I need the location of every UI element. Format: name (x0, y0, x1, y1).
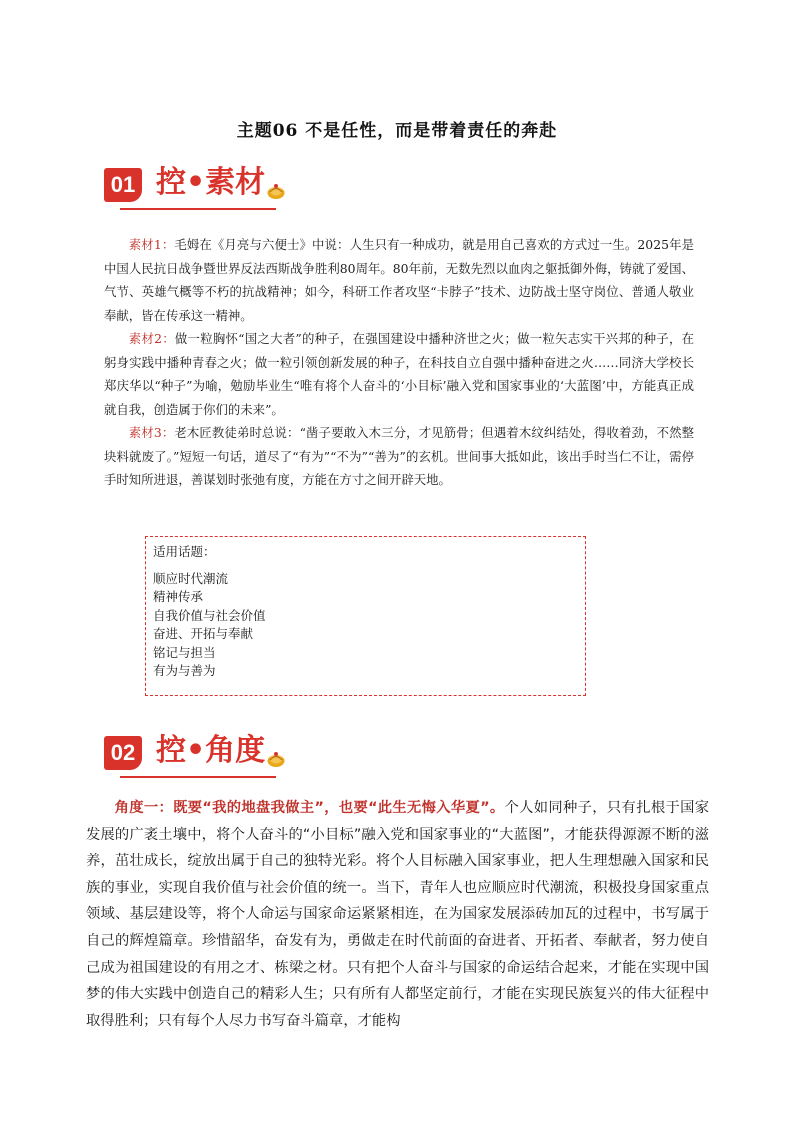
material-label: 素材3： (128, 425, 175, 440)
material-label: 素材2： (128, 331, 175, 346)
section-number: 02 (104, 736, 142, 770)
topic-item: 有为与善为 (153, 663, 216, 678)
angle-paragraph (86, 795, 709, 1034)
angle-label: 角度一：既要“我的地盘我做主”，也要“此生无悔入华夏”。 (114, 800, 505, 816)
topics-list (153, 570, 578, 681)
badge-icon (266, 750, 286, 768)
material-text: 毛姆在《月亮与六便士》中说：人生只有一种成功，就是用自己喜欢的方式过一生。2025年是中国人民抗日战争暨世界反法西斯战争胜利80周年。80年前，无数先烈以血肉之躯抵御外侮，铸就了爱国、气节、英雄气概等不朽的抗战精神；如今，科研工作者攻坚“卡脖子”技术、边防战士坚守岗位、普通人敬业奉献，皆在传承这一精神。 (104, 237, 694, 323)
angle-block (86, 795, 709, 1034)
section-title: 控•角度 (156, 733, 266, 768)
section-title: 控•素材 (156, 165, 266, 200)
material-label: 素材1： (128, 237, 175, 252)
material-paragraph (104, 233, 694, 327)
topics-box (145, 536, 586, 696)
material-paragraph (104, 421, 694, 492)
topic-item: 顺应时代潮流 (153, 570, 229, 586)
material-text: 做一粒胸怀“国之大者”的种子，在强国建设中播种济世之火；做一粒矢志实干兴邦的种子，在躬身实践中播种青春之火；做一粒引领创新发展的种子，在科技自立自强中播种奋进之火……同济大学校长郑庆华以“种子”为喻，勉励毕业生“唯有将个人奋斗的‘小目标’融入党和国家事业的‘大蓝图’中，方能真正成就自我，创造属于你们的未来”。 (104, 331, 694, 417)
topic-item: 自我价值与社会价值 (153, 607, 266, 623)
topic-item: 铭记与担当 (153, 644, 216, 660)
materials-block (104, 233, 694, 492)
badge-icon (266, 182, 286, 200)
section-number: 01 (104, 168, 142, 202)
topic-item: 精神传承 (153, 589, 204, 604)
section-header-materials (104, 160, 304, 210)
section-underline (120, 208, 276, 210)
topic-item: 奋进、开拓与奉献 (153, 626, 254, 641)
material-paragraph (104, 327, 694, 421)
doc-title: 主题06 不是任性，而是带着责任的奔赴 (236, 121, 558, 141)
angle-text: 个人如同种子，只有扎根于国家发展的广袤土壤中，将个人奋斗的“小目标”融入党和国家事业的“大蓝图”，才能获得源源不断的滋养，茁壮成长，绽放出属于自己的独特光彩。将个人目标融入国家事业，把人生理想融入国家和民族的事业，实现自我价值与社会价值的统一。当下，青年人也应顺应时代潮流，积极投身国家重点领域、基层建设等，将个人命运与国家命运紧紧相连，在为国家发展添砖加瓦的过程中，书写属于自己的辉煌篇章。珍惜韶华，奋发有为，勇做走在时代前面的奋进者、开拓者、奉献者，努力使自己成为祖国建设的有用之才、栋梁之材。只有把个人奋斗与国家的命运结合起来，才能在实现中国梦的伟大实践中创造自己的精彩人生；只有所有人都坚定前行，才能在实现民族复兴的伟大征程中取得胜利；只有每个人尽力书写奋斗篇章，才能构 (86, 800, 709, 1029)
topics-heading: 适用话题： (153, 544, 216, 559)
section-underline (120, 776, 276, 778)
section-header-angles (104, 728, 304, 778)
material-text: 老木匠教徒弟时总说：“凿子要敢入木三分，才见筋骨；但遇着木纹纠结处，得收着劲，不然整块料就废了。”短短一句话，道尽了“有为”“不为”“善为”的玄机。世间事大抵如此，该出手时当仁不让，需停手时知所进退，善谋划时张弛有度，方能在方寸之间开辟天地。 (104, 425, 694, 487)
